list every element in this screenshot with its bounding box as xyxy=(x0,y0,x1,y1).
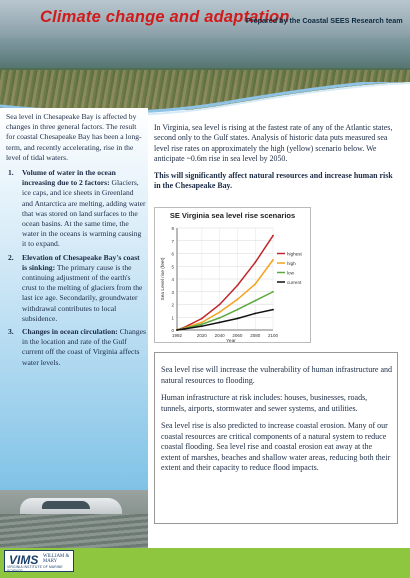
bay-water xyxy=(0,38,410,68)
y-tick-label: 6 xyxy=(171,251,174,257)
x-tick-label: 2020 xyxy=(196,333,207,338)
y-tick-label: 5 xyxy=(171,264,174,270)
series-point-highest xyxy=(254,262,256,264)
series-point-high xyxy=(201,321,203,323)
series-point-low xyxy=(219,317,221,319)
main-emphasis: This will significantly affect natural resources and increase human risk in the Chesapeake Bay. xyxy=(154,171,393,191)
series-point-current xyxy=(272,309,274,311)
sidebar-intro: Sea level in Chesapeake Bay is affected by changes in three general factors. The result for coastal Chesapeake Bay has been a long-term, and recently accelerating, rise in the level of tidal waters. xyxy=(6,112,142,162)
main-paragraph: In Virginia, sea level is rising at the fastest rate of any of the Atlantic states, second only to the Gulf states. Analysis of historic data puts measured sea level rise rates on approximately the high (yellow) scenario below. We anticipate ~0.6m rise in sea level by 2050. xyxy=(154,123,393,163)
list-body: Changes in the location and rate of the Gulf current off the coast of Virginia affects water levels. xyxy=(22,327,146,367)
list-number: 2. xyxy=(8,252,14,262)
list-body: The primary cause is the continuing adjustment of the earth's crust to the melting of glaciers from the last ice age. Secondarily, groundwater withdrawal contributes to local subsidence. xyxy=(22,262,143,323)
series-point-low xyxy=(272,291,274,293)
y-axis-label: Sea Level rise (feet) xyxy=(161,257,166,301)
list-lead: Changes in ocean circulation: xyxy=(22,327,118,337)
factors-list xyxy=(6,168,146,371)
list-number: 1. xyxy=(8,168,14,177)
y-tick-label: 8 xyxy=(171,226,174,231)
series-point-current xyxy=(254,313,256,315)
series-point-high xyxy=(237,299,239,301)
series-point-current xyxy=(201,325,203,327)
series-point-current xyxy=(219,321,221,323)
info-paragraph: Sea level rise will increase the vulnerability of human infrastructure and natural resources to flooding. xyxy=(161,365,393,385)
sea-level-chart xyxy=(154,207,311,343)
legend-label-high: high xyxy=(287,260,296,266)
flood-water xyxy=(0,514,148,548)
series-point-current xyxy=(183,328,185,330)
list-number: 3. xyxy=(8,327,14,337)
vims-logo xyxy=(4,550,74,572)
logo-sub: VIRGINIA INSTITUTE OF MARINE SCIENCE xyxy=(7,565,63,573)
series-line-high xyxy=(177,260,273,330)
series-point-high xyxy=(254,283,256,285)
x-tick-label: 2040 xyxy=(214,333,225,338)
list-item xyxy=(6,253,146,324)
chart-plot xyxy=(155,208,310,342)
list-item xyxy=(6,327,146,368)
x-tick-label: 1992 xyxy=(171,333,183,338)
legend-label-low: low xyxy=(287,270,294,276)
x-tick-label: 2080 xyxy=(250,333,261,338)
info-box xyxy=(154,352,398,524)
series-point-highest xyxy=(272,235,274,237)
y-tick-label: 4 xyxy=(171,277,174,282)
series-point-low xyxy=(254,300,256,302)
list-body: Glaciers, ice caps, and ice sheets in Greenland and Antarctica are melting, adding water that was stored on land surfaces to the ocean basins. At the same time, the water in the oceans is warming causing it to expand. xyxy=(22,178,146,249)
series-point-high xyxy=(219,311,221,313)
info-paragraph: Human infrastructure at risk includes: houses, businesses, roads, tunnels, airports, stormwater and sewer systems, and utilities. xyxy=(161,393,368,413)
series-point-low xyxy=(201,323,203,325)
legend-label-current: current xyxy=(287,279,302,285)
info-text xyxy=(161,365,393,481)
logo-main: VIMS xyxy=(9,553,39,567)
info-paragraph: Sea level rise is also predicted to increase coastal erosion. Many of our coastal resources are critical components of a natural system to reduce coastal flooding. Sea level rise and coastal erosion eat away at the extent of marshes, beaches and shallow water areas, reducing both their extent and their capacity to reduce flood impacts. xyxy=(161,421,391,472)
series-point-low xyxy=(237,309,239,311)
series-point-current xyxy=(176,329,178,331)
series-point-highest xyxy=(201,318,203,320)
legend-label-highest: highest xyxy=(287,251,302,257)
main-text xyxy=(154,123,400,199)
series-point-current xyxy=(237,318,239,320)
series-point-high xyxy=(272,259,274,261)
y-tick-label: 3 xyxy=(171,289,174,295)
list-lead: Volume of water in the ocean increasing due to 2 factors: xyxy=(22,168,116,188)
page-title: Climate change and adaptation xyxy=(40,8,290,26)
series-point-highest xyxy=(237,284,239,286)
chart-title: SE Virginia sea level rise scenarios xyxy=(169,211,296,220)
y-tick-label: 2 xyxy=(171,302,174,308)
y-tick-label: 7 xyxy=(171,238,174,244)
flooded-car-photo xyxy=(0,490,148,548)
y-tick-label: 1 xyxy=(171,315,174,321)
list-lead: Elevation of Chesapeake Bay's coast is sinking: xyxy=(22,252,140,272)
x-tick-label: 2100 xyxy=(267,333,279,338)
list-item xyxy=(6,168,146,250)
series-point-highest xyxy=(219,304,221,306)
x-tick-label: 2060 xyxy=(232,333,243,338)
x-axis-label: Year xyxy=(226,339,236,342)
y-tick-label: 0 xyxy=(171,328,174,333)
logo-side: WILLIAM & MARY xyxy=(43,554,70,565)
footer-credit: Prepared by the Coastal SEES Research team xyxy=(246,16,403,25)
